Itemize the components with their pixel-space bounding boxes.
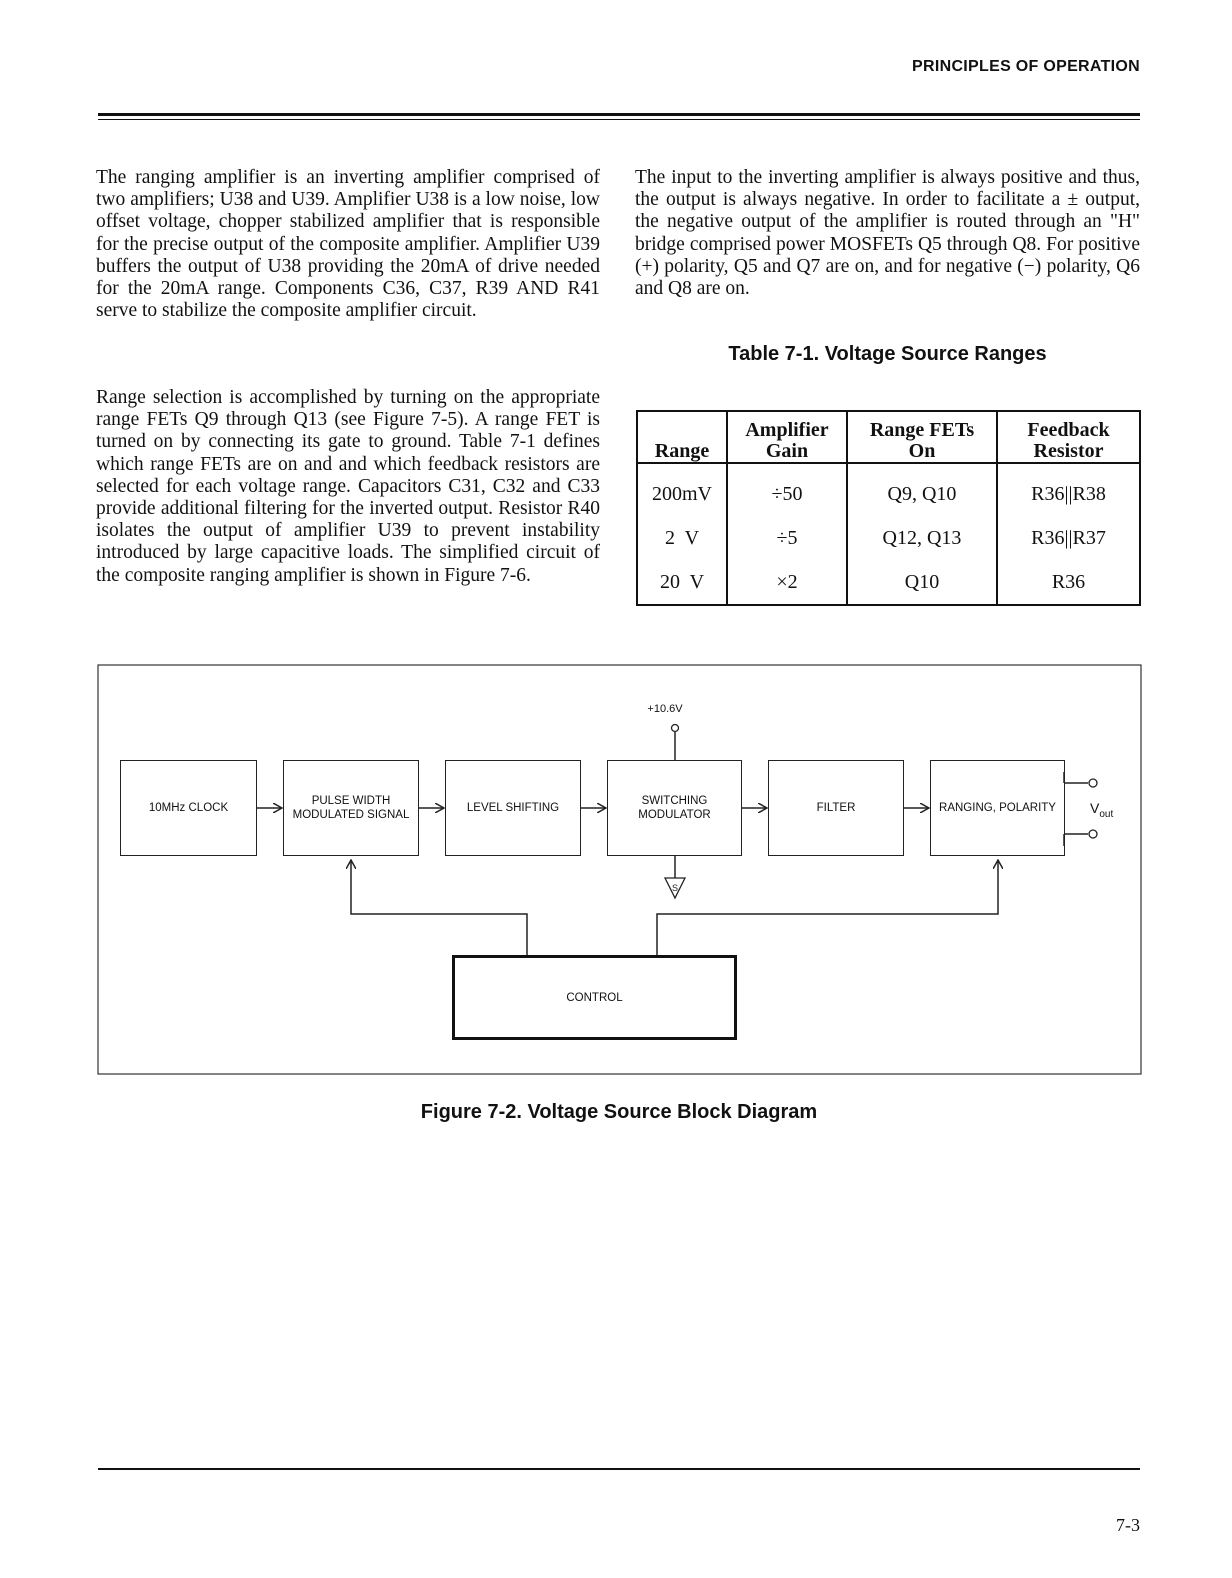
header-feedback-resistor (997, 411, 1140, 463)
cell-range: 200mV (652, 482, 712, 505)
cell-resistor: R36 (997, 560, 1140, 605)
header-gain-line1: Amplifier (745, 419, 829, 441)
header-fets-line2: On (908, 440, 936, 462)
cell-fets: Q9, Q10 (847, 463, 997, 516)
vout-subscript: out (1099, 808, 1114, 820)
block-10mhz-clock: 10MHz CLOCK (120, 760, 257, 856)
header-resistor-line1: Feedback (1027, 419, 1110, 441)
cell-fets: Q12, Q13 (847, 516, 997, 560)
header-rule-thick (98, 113, 1140, 116)
output-terminal-positive (1089, 779, 1097, 787)
header-rule-thin (98, 119, 1140, 120)
table-row (637, 463, 1140, 516)
pwm-line1: PULSE WIDTH (311, 795, 391, 807)
block-pulse-width-modulated-signal (283, 760, 419, 856)
cell-range: 20 V (659, 570, 705, 593)
table-row (637, 516, 1140, 560)
paragraph-range-selection: Range selection is accomplished by turning on the appropriate range FETs Q9 through Q13 (see Figure 7-5). A range FET is turned on by connecting its gate to ground. Table 7-1 defines which range FETs are on and and which feedback resistors are selected for each voltage range. Capacitors C31, C32 and C33 provide additional filtering for the inverted output. Resistor R40 isolates the output of amplifier U39 to prevent instability introduced by large capacitive loads. The simplified circuit of the composite ranging amplifier is shown in Figure 7-6. (96, 387, 600, 586)
table-title: Table 7-1. Voltage Source Ranges (728, 343, 1047, 365)
cell-gain: ÷50 (727, 463, 847, 516)
table-row (637, 560, 1140, 605)
pwm-line2: MODULATED SIGNAL (292, 809, 410, 821)
block-pwm-label (293, 794, 410, 822)
block-filter: FILTER (768, 760, 904, 856)
table-header-row (637, 411, 1140, 463)
header-fets-line1: Range FETs (869, 419, 975, 441)
block-switching-modulator (607, 760, 742, 856)
header-resistor-line2: Resistor (1033, 440, 1104, 462)
block-control: CONTROL (452, 955, 737, 1040)
header-range-fets (847, 411, 997, 463)
header-gain-line2: Gain (765, 440, 809, 462)
ground-symbol-label: S (671, 883, 679, 893)
running-header: PRINCIPLES OF OPERATION (912, 58, 1140, 75)
output-terminal-negative (1089, 830, 1097, 838)
block-level-shifting: LEVEL SHIFTING (445, 760, 581, 856)
control-to-ranging-path (657, 860, 998, 955)
vout-label (1090, 800, 1113, 820)
block-switching-label (638, 794, 710, 822)
control-to-pwm-path (351, 860, 527, 955)
cell-resistor: R36||R38 (997, 463, 1140, 516)
page-number: 7-3 (1116, 1515, 1140, 1535)
supply-voltage-label: +10.6V (647, 703, 683, 715)
header-amplifier-gain (727, 411, 847, 463)
cell-range: 2 V (664, 526, 700, 549)
switching-line2: MODULATOR (638, 809, 711, 821)
header-range (637, 411, 727, 463)
paragraph-ranging-amplifier: The ranging amplifier is an inverting amplifier comprised of two amplifiers; U38 and U39. Amplifier U38 is a low noise, low offset voltage, chopper stabilized amplifier that is responsible for the precise output of the composite amplifier. Amplifier U39 buffers the output of U38 providing the 20mA of drive needed for the 20mA range. Components C36, C37, R39 AND R41 serve to stabilize the composite amplifier circuit. (96, 167, 600, 322)
cell-resistor: R36||R37 (997, 516, 1140, 560)
voltage-range-table (636, 410, 1141, 606)
cell-fets: Q10 (847, 560, 997, 605)
header-range-line2: Range (654, 440, 710, 462)
footer-rule (98, 1468, 1140, 1470)
supply-terminal (672, 725, 679, 732)
block-ranging-polarity: RANGING, POLARITY (930, 760, 1065, 856)
vout-main: V (1090, 800, 1100, 816)
switching-line1: SWITCHING (641, 795, 708, 807)
cell-gain: ÷5 (727, 516, 847, 560)
paragraph-inverting-input: The input to the inverting amplifier is always positive and thus, the output is always negative. In order to facilitate a ± output, the negative output of the amplifier is routed through an "H" bridge comprised power MOSFETs Q5 through Q8. For positive (+) polarity, Q5 and Q7 are on, and for negative (−) polarity, Q6 and Q8 are on. (635, 167, 1140, 300)
cell-gain: ×2 (727, 560, 847, 605)
figure-caption: Figure 7-2. Voltage Source Block Diagram (420, 1101, 818, 1123)
